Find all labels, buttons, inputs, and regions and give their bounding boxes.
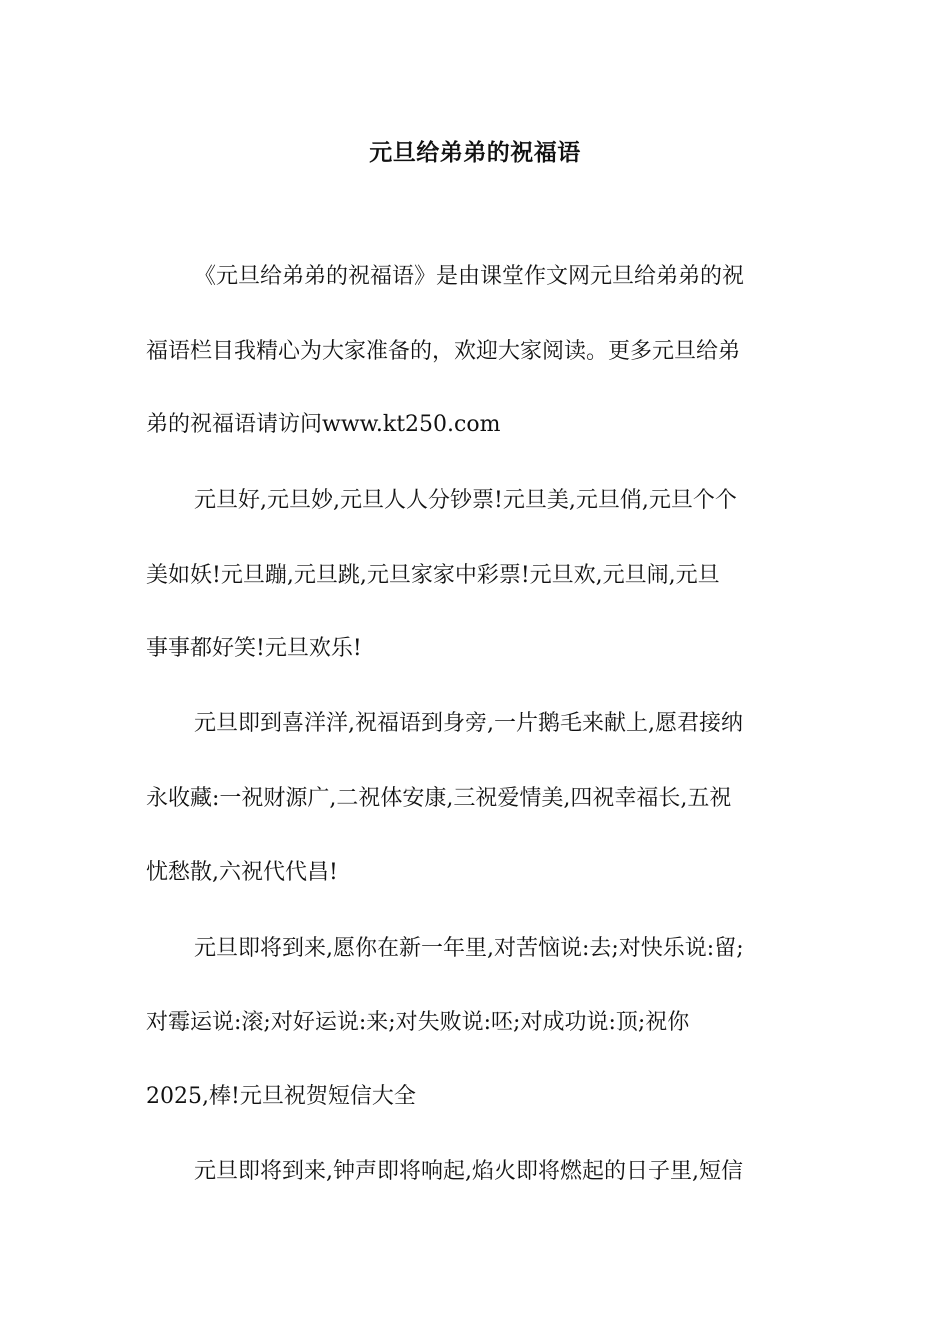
paragraph-2-line-1: 元旦好,元旦妙,元旦人人分钞票!元旦美,元旦俏,元旦个个 [194,488,737,513]
paragraph-4-line-1: 元旦即将到来,愿你在新一年里,对苦恼说:去;对快乐说:留; [194,936,744,961]
paragraph-1-line-1: 《元旦给弟弟的祝福语》是由课堂作文网元旦给弟弟的祝 [194,264,745,289]
paragraph-5-line-1: 元旦即将到来,钟声即将响起,焰火即将燃起的日子里,短信 [194,1159,743,1184]
paragraph-4-line-2: 对霉运说:滚;对好运说:来;对失败说:呸;对成功说:顶;祝你 [146,1010,690,1035]
paragraph-3-line-1: 元旦即到喜洋洋,祝福语到身旁,一片鹅毛来献上,愿君接纳 [194,711,743,736]
paragraph-4-line-3: 2025,棒!元旦祝贺短信大全 [146,1084,416,1109]
paragraph-1-line-2: 福语栏目我精心为大家准备的，欢迎大家阅读。更多元旦给弟 [146,339,741,364]
paragraph-2-line-3: 事事都好笑!元旦欢乐! [146,636,362,661]
paragraph-3-line-3: 忧愁散,六祝代代昌! [146,860,338,885]
paragraph-1-line-3: 弟的祝福语请访问www.kt250.com [146,412,501,437]
paragraph-2-line-2: 美如妖!元旦蹦,元旦跳,元旦家家中彩票!元旦欢,元旦闹,元旦 [146,563,720,588]
paragraph-3-line-2: 永收藏:一祝财源广,二祝体安康,三祝爱情美,四祝幸福长,五祝 [146,786,732,811]
document-title: 元旦给弟弟的祝福语 [369,139,581,166]
